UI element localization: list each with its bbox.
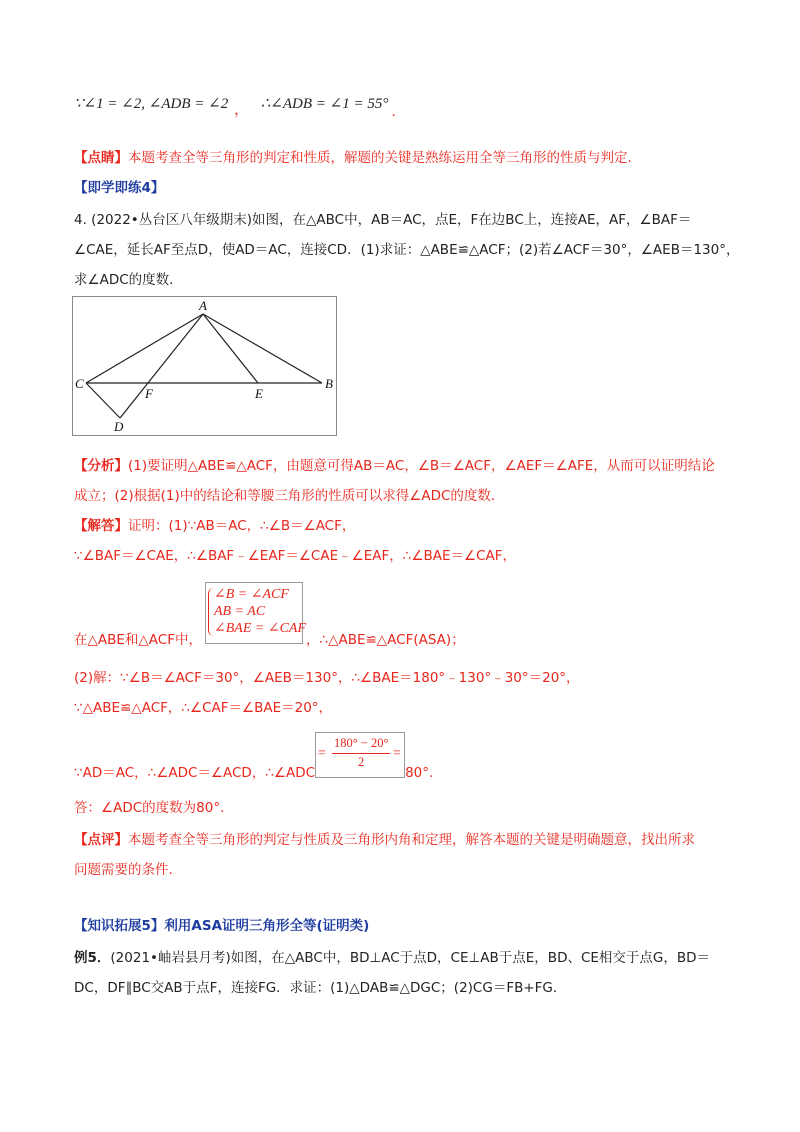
comment2-text-1: 本题考查全等三角形的判定与性质及三角形内角和定理，解答本题的关键是明确题意，找出所求 <box>128 832 695 848</box>
comment-dianping-line-1 <box>74 830 734 850</box>
comment-text: 本题考查全等三角形的判定和性质，解题的关键是熟练运用全等三角形的性质与判定. <box>128 150 632 166</box>
label-F: F <box>145 386 153 401</box>
solution-line-1 <box>74 516 734 536</box>
equals-right: = <box>393 746 401 761</box>
solution-text-6-post: 80°. <box>405 765 434 781</box>
triangle-figure <box>72 296 338 438</box>
solution-tag: 【解答】 <box>74 518 128 534</box>
analysis-line-2: 成立；(2)根据(1)中的结论和等腰三角形的性质可以求得∠ADC的度数． <box>74 488 505 504</box>
solution-line-4: (2)解：∵∠B＝∠ACF＝30°，∠AEB＝130°，∴∠BAE＝180°﹣130°﹣30°＝20°， <box>74 670 580 686</box>
comment-tag: 【点睛】 <box>74 150 128 166</box>
fraction-bar <box>332 753 390 754</box>
solution-text-6-pre: ∵AD＝AC，∴∠ADC＝∠ACD，∴∠ADC <box>74 765 316 781</box>
section-header-5: 【知识拓展5】利用ASA证明三角形全等(证明类) <box>74 918 370 934</box>
solution-text-3-post: ，∴△ABE≌△ACF(ASA)； <box>305 632 465 648</box>
label-C: C <box>75 376 84 391</box>
equals-left: = <box>318 746 326 761</box>
comment-dianjing <box>74 148 734 168</box>
solution-text-3-pre: 在△ABE和△ACF中， <box>74 632 202 648</box>
problem-line-3: 求∠ADC的度数． <box>74 272 183 288</box>
analysis-tag: 【分析】 <box>74 458 128 474</box>
fraction-numerator: 180° − 20° <box>334 736 389 750</box>
system-eq-1: ∠B = ∠ACF <box>214 587 289 602</box>
formula-conclusion: ∴∠ADB = ∠1 = 55° <box>260 96 389 112</box>
analysis-line-1 <box>74 456 734 476</box>
solution-line-6 <box>74 763 734 783</box>
label-D: D <box>114 419 124 434</box>
problem-line-2: ∠CAE，延长AF至点D，使AD＝AC，连接CD．(1)求证：△ABE≌△ACF；(2)若∠ACF＝30°，∠AEB＝130°， <box>74 242 740 258</box>
answer-line: 答：∠ADC的度数为80°. <box>74 800 225 816</box>
comment-dianping-line-2: 问题需要的条件. <box>74 862 173 878</box>
fraction-denominator: 2 <box>358 755 365 769</box>
analysis-text-1: (1)要证明△ABE≌△ACF，由题意可得AB＝AC，∠B＝∠ACF，∠AEF＝∠AFE，从而可以证明结论 <box>128 458 715 474</box>
solution-text-1: 证明：(1)∵AB＝AC，∴∠B＝∠ACF， <box>128 518 356 534</box>
comment2-tag: 【点评】 <box>74 832 128 848</box>
solution-line-2: ∵∠BAF＝∠CAE，∴∠BAF﹣∠EAF＝∠CAE﹣∠EAF，∴∠BAE＝∠CAF， <box>74 548 517 564</box>
label-E: E <box>255 386 263 401</box>
example5-label: 例5． <box>74 950 111 966</box>
formula-period: . <box>392 104 396 120</box>
figure-border <box>73 297 337 436</box>
example5-line-1 <box>74 948 734 968</box>
system-eq-3: ∠BAE = ∠CAF <box>214 621 307 636</box>
solution-line-5: ∵△ABE≌△ACF，∴∠CAF＝∠BAE＝20°， <box>74 700 333 716</box>
formula-given: ∵∠1 = ∠2, ∠ADB = ∠2 <box>74 96 229 112</box>
formula-line <box>74 94 734 120</box>
solution-line-3 <box>74 630 734 650</box>
formula-comma: ， <box>233 102 249 118</box>
label-B: B <box>325 376 333 391</box>
example5-line-2: DC，DF∥BC交AB于点F，连接FG．求证：(1)△DAB≌△DGC；(2)CG＝FB+FG． <box>74 980 567 996</box>
label-A: A <box>199 298 207 313</box>
practice-header: 【即学即练4】 <box>74 180 165 196</box>
example5-text-1: (2021•岫岩县月考)如图，在△ABC中，BD⊥AC于点D，CE⊥AB于点E，BD、CE相交于点G，BD＝ <box>110 950 711 966</box>
problem-line-1: 4. (2022•丛台区八年级期末)如图，在△ABC中，AB＝AC，点E，F在边BC上，连接AE，AF，∠BAF＝ <box>74 212 692 228</box>
system-eq-2: AB = AC <box>214 604 266 619</box>
